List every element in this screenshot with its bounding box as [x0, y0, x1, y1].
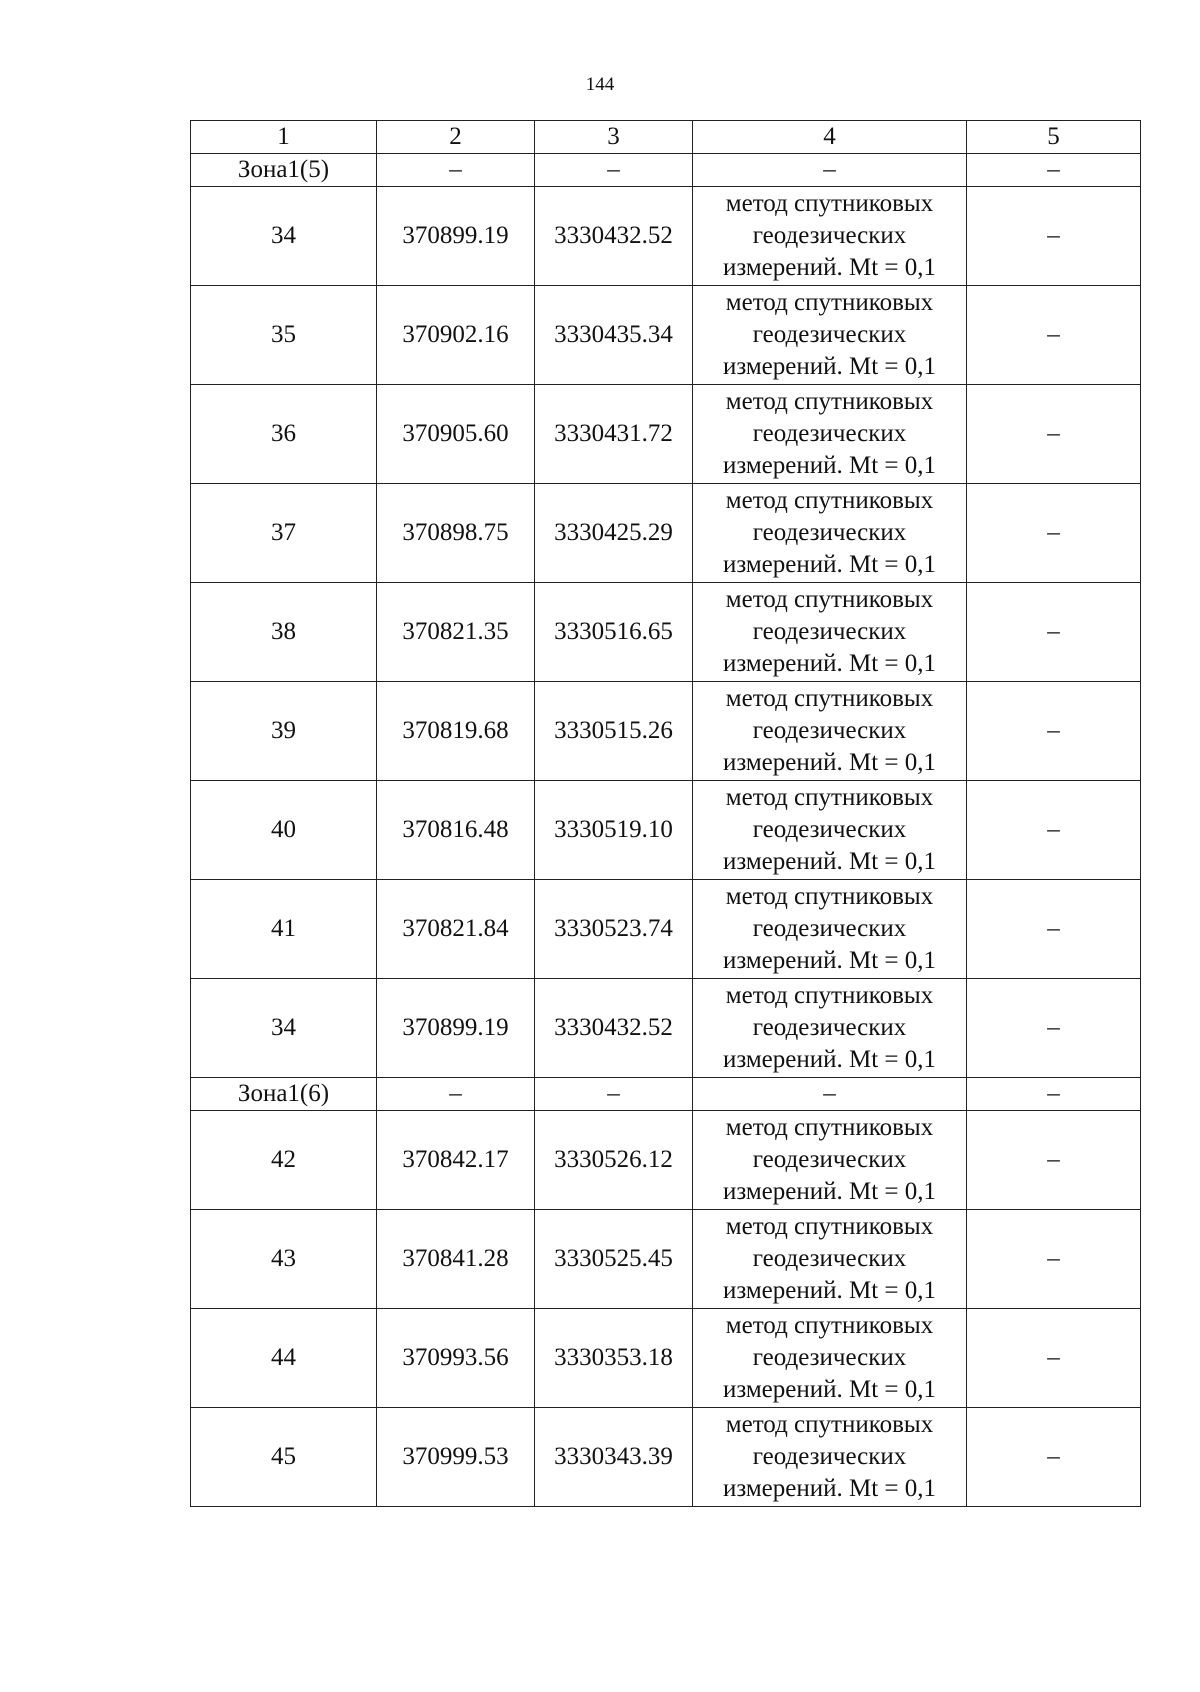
- method-cell: [693, 187, 967, 286]
- point-number: 37: [191, 484, 377, 583]
- point-number: 45: [191, 1408, 377, 1507]
- column-header: 3: [535, 121, 693, 154]
- method-line: измерений. Mt = 0,1: [722, 452, 937, 479]
- dash-cell: –: [967, 880, 1141, 979]
- dash-cell: –: [967, 385, 1141, 484]
- table-row: [191, 484, 1141, 583]
- method-line: геодезических: [752, 1344, 907, 1371]
- y-coordinate: 3330425.29: [535, 484, 693, 583]
- method-line: метод спутниковых: [725, 1114, 934, 1141]
- dash-cell: –: [535, 1078, 693, 1111]
- method-cell: [693, 781, 967, 880]
- method-line: геодезических: [752, 420, 907, 447]
- method-line: метод спутниковых: [725, 1411, 934, 1438]
- x-coordinate: 370899.19: [377, 979, 535, 1078]
- point-number: 41: [191, 880, 377, 979]
- method-cell: [693, 1309, 967, 1408]
- y-coordinate: 3330343.39: [535, 1408, 693, 1507]
- point-number: 42: [191, 1111, 377, 1210]
- zone-row: [191, 1078, 1141, 1111]
- method-cell: [693, 286, 967, 385]
- method-line: геодезических: [752, 222, 907, 249]
- method-line: геодезических: [752, 519, 907, 546]
- x-coordinate: 370842.17: [377, 1111, 535, 1210]
- column-header: 4: [693, 121, 967, 154]
- method-line: метод спутниковых: [725, 1213, 934, 1240]
- zone-row: [191, 154, 1141, 187]
- point-number: 34: [191, 187, 377, 286]
- y-coordinate: 3330525.45: [535, 1210, 693, 1309]
- method-cell: [693, 1210, 967, 1309]
- method-cell: [693, 682, 967, 781]
- table-row: [191, 385, 1141, 484]
- method-line: геодезических: [752, 1245, 907, 1272]
- x-coordinate: 370841.28: [377, 1210, 535, 1309]
- y-coordinate: 3330523.74: [535, 880, 693, 979]
- dash-cell: –: [967, 979, 1141, 1078]
- method-line: измерений. Mt = 0,1: [722, 947, 937, 974]
- dash-cell: –: [967, 484, 1141, 583]
- table-row: [191, 286, 1141, 385]
- method-line: метод спутниковых: [725, 487, 934, 514]
- method-line: метод спутниковых: [725, 685, 934, 712]
- dash-cell: –: [967, 187, 1141, 286]
- dash-cell: –: [967, 286, 1141, 385]
- point-number: 34: [191, 979, 377, 1078]
- x-coordinate: 370821.35: [377, 583, 535, 682]
- y-coordinate: 3330526.12: [535, 1111, 693, 1210]
- x-coordinate: 370902.16: [377, 286, 535, 385]
- point-number: 38: [191, 583, 377, 682]
- dash-cell: –: [693, 154, 967, 187]
- method-line: геодезических: [752, 1146, 907, 1173]
- method-cell: [693, 1111, 967, 1210]
- y-coordinate: 3330515.26: [535, 682, 693, 781]
- x-coordinate: 370905.60: [377, 385, 535, 484]
- table-row: [191, 781, 1141, 880]
- zone-label: Зона1(6): [191, 1078, 377, 1111]
- dash-cell: –: [967, 1111, 1141, 1210]
- x-coordinate: 370993.56: [377, 1309, 535, 1408]
- method-cell: [693, 880, 967, 979]
- zone-label: Зона1(5): [191, 154, 377, 187]
- method-line: геодезических: [752, 321, 907, 348]
- y-coordinate: 3330519.10: [535, 781, 693, 880]
- method-cell: [693, 484, 967, 583]
- coordinates-table: [190, 120, 1141, 1507]
- x-coordinate: 370819.68: [377, 682, 535, 781]
- dash-cell: –: [377, 154, 535, 187]
- dash-cell: –: [967, 781, 1141, 880]
- method-line: измерений. Mt = 0,1: [722, 1475, 937, 1502]
- method-line: метод спутниковых: [725, 883, 934, 910]
- x-coordinate: 370898.75: [377, 484, 535, 583]
- point-number: 44: [191, 1309, 377, 1408]
- dash-cell: –: [967, 583, 1141, 682]
- method-line: метод спутниковых: [725, 586, 934, 613]
- dash-cell: –: [967, 154, 1141, 187]
- dash-cell: –: [967, 1309, 1141, 1408]
- method-line: измерений. Mt = 0,1: [722, 1376, 937, 1403]
- method-line: метод спутниковых: [725, 289, 934, 316]
- point-number: 43: [191, 1210, 377, 1309]
- table-row: [191, 979, 1141, 1078]
- method-line: геодезических: [752, 1443, 907, 1470]
- column-header: 5: [967, 121, 1141, 154]
- dash-cell: –: [967, 1210, 1141, 1309]
- method-line: измерений. Mt = 0,1: [722, 254, 937, 281]
- dash-cell: –: [967, 1078, 1141, 1111]
- y-coordinate: 3330516.65: [535, 583, 693, 682]
- point-number: 40: [191, 781, 377, 880]
- y-coordinate: 3330432.52: [535, 187, 693, 286]
- method-line: геодезических: [752, 816, 907, 843]
- method-line: геодезических: [752, 1014, 907, 1041]
- method-cell: [693, 583, 967, 682]
- method-cell: [693, 979, 967, 1078]
- method-line: измерений. Mt = 0,1: [722, 551, 937, 578]
- method-cell: [693, 385, 967, 484]
- method-line: метод спутниковых: [725, 190, 934, 217]
- method-line: метод спутниковых: [725, 982, 934, 1009]
- table-row: [191, 583, 1141, 682]
- table-row: [191, 1309, 1141, 1408]
- table-row: [191, 187, 1141, 286]
- method-line: геодезических: [752, 717, 907, 744]
- x-coordinate: 370999.53: [377, 1408, 535, 1507]
- method-line: геодезических: [752, 618, 907, 645]
- method-line: метод спутниковых: [725, 784, 934, 811]
- dash-cell: –: [377, 1078, 535, 1111]
- table-row: [191, 682, 1141, 781]
- method-line: измерений. Mt = 0,1: [722, 848, 937, 875]
- x-coordinate: 370816.48: [377, 781, 535, 880]
- dash-cell: –: [967, 682, 1141, 781]
- y-coordinate: 3330431.72: [535, 385, 693, 484]
- table-row: [191, 880, 1141, 979]
- dash-cell: –: [693, 1078, 967, 1111]
- method-line: геодезических: [752, 915, 907, 942]
- method-line: измерений. Mt = 0,1: [722, 1046, 937, 1073]
- dash-cell: –: [967, 1408, 1141, 1507]
- method-line: метод спутниковых: [725, 1312, 934, 1339]
- table-body: [191, 121, 1141, 1507]
- table-row: [191, 1111, 1141, 1210]
- column-header: 2: [377, 121, 535, 154]
- page-number: 144: [585, 74, 615, 95]
- y-coordinate: 3330432.52: [535, 979, 693, 1078]
- method-line: измерений. Mt = 0,1: [722, 749, 937, 776]
- y-coordinate: 3330435.34: [535, 286, 693, 385]
- dash-cell: –: [535, 154, 693, 187]
- table-row: [191, 1408, 1141, 1507]
- method-cell: [693, 1408, 967, 1507]
- y-coordinate: 3330353.18: [535, 1309, 693, 1408]
- header-row: [191, 121, 1141, 154]
- column-header: 1: [191, 121, 377, 154]
- method-line: измерений. Mt = 0,1: [722, 353, 937, 380]
- point-number: 35: [191, 286, 377, 385]
- method-line: измерений. Mt = 0,1: [722, 650, 937, 677]
- method-line: измерений. Mt = 0,1: [722, 1277, 937, 1304]
- x-coordinate: 370821.84: [377, 880, 535, 979]
- point-number: 36: [191, 385, 377, 484]
- x-coordinate: 370899.19: [377, 187, 535, 286]
- table-row: [191, 1210, 1141, 1309]
- method-line: метод спутниковых: [725, 388, 934, 415]
- point-number: 39: [191, 682, 377, 781]
- method-line: измерений. Mt = 0,1: [722, 1178, 937, 1205]
